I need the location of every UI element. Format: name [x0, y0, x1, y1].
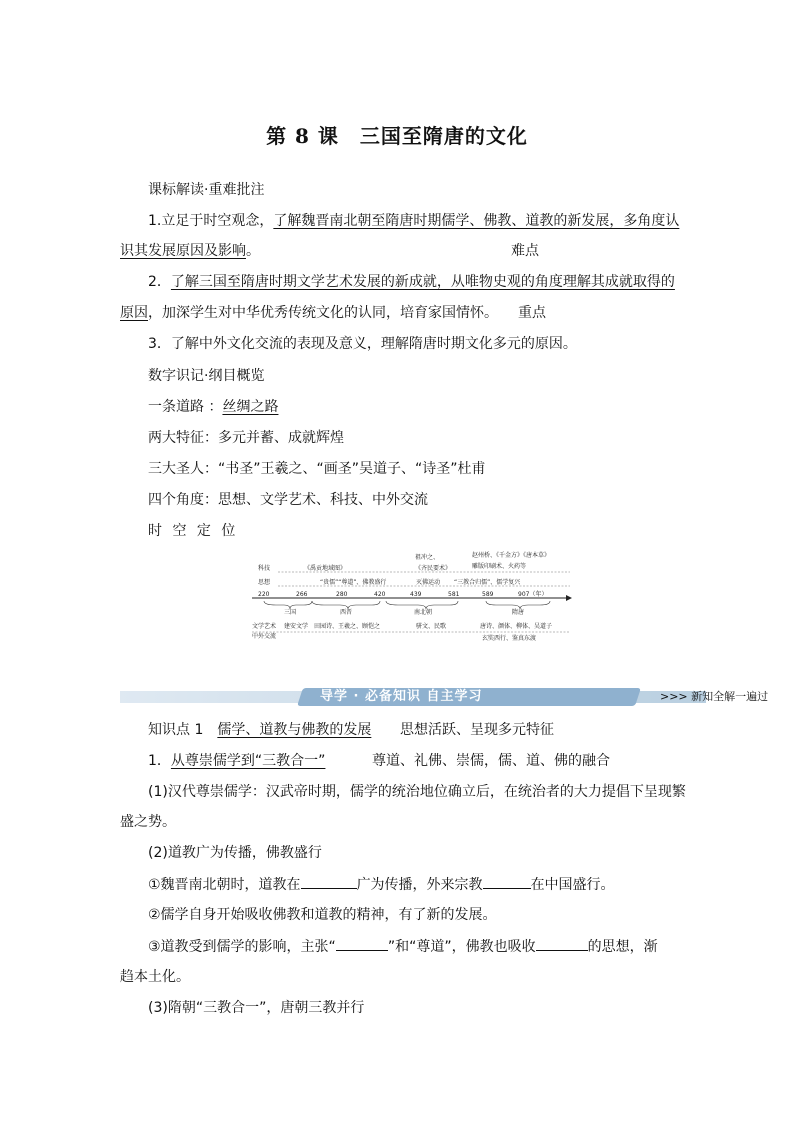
objective-1-end: 。	[246, 243, 260, 259]
timeline-lit-4: 唐诗、颜体、柳体、吴道子	[480, 623, 553, 630]
kp-title: 儒学、道教与佛教的发展	[217, 722, 372, 738]
section-heading-overview: 数字识记·纲目概览	[148, 368, 265, 384]
objective-3: 3．了解中外文化交流的表现及意义，理解隋唐时期文化多元的原因。	[148, 336, 577, 352]
timeline-arrow	[566, 595, 572, 601]
objective-1-underlined-2: 识其发展原因及影响	[120, 243, 246, 259]
timeline-exchange: 玄奘西行、鉴真东渡	[482, 635, 537, 642]
timeline-row-literature: 文学艺术	[252, 623, 277, 630]
overview-three: 三大圣人：“书圣”王羲之、“画圣”吴道子、“诗圣”杜甫	[148, 461, 486, 477]
para-6: (3)隋朝“三教合一”，唐朝三教并行	[148, 1000, 365, 1016]
banner-title: 导学 · 必备知识 自主学习	[320, 689, 483, 704]
fill-blank-3[interactable]	[336, 936, 388, 951]
banner-side-text: >>> 新知全解一遍过	[660, 690, 769, 703]
timeline-period-nanbei: 南北朝	[414, 609, 433, 616]
timeline-brace-suitang	[486, 601, 550, 609]
objective-2-prefix: 2．	[148, 274, 171, 290]
objective-2-underlined: 了解三国至隋唐时期文学艺术发展的新成就，从唯物史观的角度理解其成就取得的	[170, 274, 675, 290]
timeline-tick-907: 907（年）	[518, 591, 548, 598]
overview-road	[148, 397, 278, 417]
objective-1-note: 难点	[511, 243, 539, 259]
s1-title: 从尊崇儒学到“三教合一”	[170, 753, 326, 769]
timeline-period-xijin: 西晋	[340, 609, 353, 616]
timeline-tech-top2: 赵州桥、《千金方》《唐本草》	[472, 552, 551, 559]
objective-2-underlined-2: 原因	[120, 305, 148, 321]
overview-road-value: 丝绸之路	[222, 399, 279, 415]
kp-prefix: 知识点 1	[148, 722, 218, 738]
lesson-title: 第 8 课 三国至隋唐的文化	[266, 124, 528, 148]
objective-1-line1	[148, 211, 679, 231]
para-5b: ”和“尊道”，佛教也吸收	[387, 939, 536, 955]
timeline-brace-nanbei	[386, 601, 458, 609]
subsection-1-heading	[148, 751, 325, 771]
timeline-thought-1: “贵儒”“尊道”、佛教盛行	[320, 579, 387, 586]
para-5a: ③道教受到儒学的影响，主张“	[148, 939, 336, 955]
para-1b: 盛之势。	[120, 814, 176, 830]
timeline-tick-589: 589	[482, 591, 494, 598]
overview-road-label: 一条道路 ：	[148, 399, 223, 415]
overview-spacetime: 时 空 定 位	[148, 523, 239, 539]
timeline-brace-sanguo	[264, 601, 312, 609]
timeline-brace-xijin	[312, 601, 380, 609]
objective-1-prefix: 1.立足于时空观念，	[148, 213, 274, 229]
timeline-tech-top: 祖冲之、	[415, 554, 440, 561]
objective-1-line2	[120, 241, 260, 261]
para-5	[148, 936, 658, 957]
overview-four: 四个角度：思想、文学艺术、科技、中外交流	[148, 492, 428, 508]
para-3c: 在中国盛行。	[530, 877, 615, 893]
timeline-tech-3: 雕版印刷术、火药等	[472, 563, 527, 570]
objective-1-underlined: 了解魏晋南北朝至隋唐时期儒学、佛教、道教的新发展，多角度认	[273, 213, 680, 229]
timeline-tick-581: 581	[448, 591, 460, 598]
s1-prefix: 1．	[148, 753, 171, 769]
s1-note: 尊道、礼佛、崇儒，儒、道、佛的融合	[372, 753, 610, 769]
para-3b: 广为传播，外来宗教	[356, 877, 483, 893]
para-3a: ①魏晋南北朝时，道教在	[148, 877, 301, 893]
objective-2-line2	[120, 303, 498, 323]
timeline-lit-3: 骈文、民歌	[416, 623, 447, 630]
knowledge-point-heading	[148, 720, 371, 740]
objective-2-note: 重点	[518, 305, 546, 321]
timeline-tick-220: 220	[258, 591, 270, 598]
fill-blank-1[interactable]	[301, 874, 357, 889]
timeline-thought-2: 灭佛运动	[416, 579, 441, 586]
objective-2-line1	[148, 272, 675, 292]
section-banner	[120, 688, 769, 706]
overview-two: 两大特征：多元并蓄、成就辉煌	[148, 430, 344, 446]
para-2: (2)道教广为传播，佛教盛行	[148, 845, 322, 861]
timeline-row-thought: 思想	[258, 579, 271, 586]
timeline-period-sanguo: 三国	[284, 609, 297, 616]
timeline-tick-280: 280	[336, 591, 348, 598]
objective-2-rest: ，加深学生对中华优秀传统文化的认同，培育家国情怀。	[148, 305, 498, 321]
timeline-tech-1: 《禹贡地域图》	[304, 565, 347, 572]
timeline-period-suitang: 隋唐	[512, 609, 525, 616]
timeline-lit-2: 田园诗、王羲之、顾恺之	[314, 623, 381, 630]
kp-note: 思想活跃、呈现多元特征	[400, 722, 554, 738]
para-5c: 的思想，渐	[587, 939, 658, 955]
timeline-svg	[250, 548, 575, 648]
timeline-row-exchange: 中外交流	[252, 633, 277, 640]
timeline-tick-439: 439	[410, 591, 422, 598]
para-4: ②儒学自身开始吸收佛教和道教的精神，有了新的发展。	[148, 907, 497, 923]
section-heading-curriculum: 课标解读·重难批注	[148, 182, 265, 198]
timeline-tick-266: 266	[296, 591, 308, 598]
timeline-row-tech: 科技	[258, 565, 271, 572]
timeline-tick-420: 420	[374, 591, 386, 598]
fill-blank-4[interactable]	[536, 936, 588, 951]
timeline-tech-2: 《齐民要术》	[415, 565, 452, 572]
timeline-thought-3: “三教合归儒”、儒学复兴	[454, 579, 521, 586]
para-1: (1)汉代尊崇儒学：汉武帝时期，儒学的统治地位确立后，在统治者的大力提倡下呈现繁	[148, 784, 686, 800]
para-5d: 趋本土化。	[120, 969, 190, 985]
fill-blank-2[interactable]	[483, 874, 531, 889]
para-3	[148, 874, 615, 895]
timeline-lit-1: 建安文学	[284, 623, 309, 630]
timeline-diagram	[250, 548, 575, 648]
